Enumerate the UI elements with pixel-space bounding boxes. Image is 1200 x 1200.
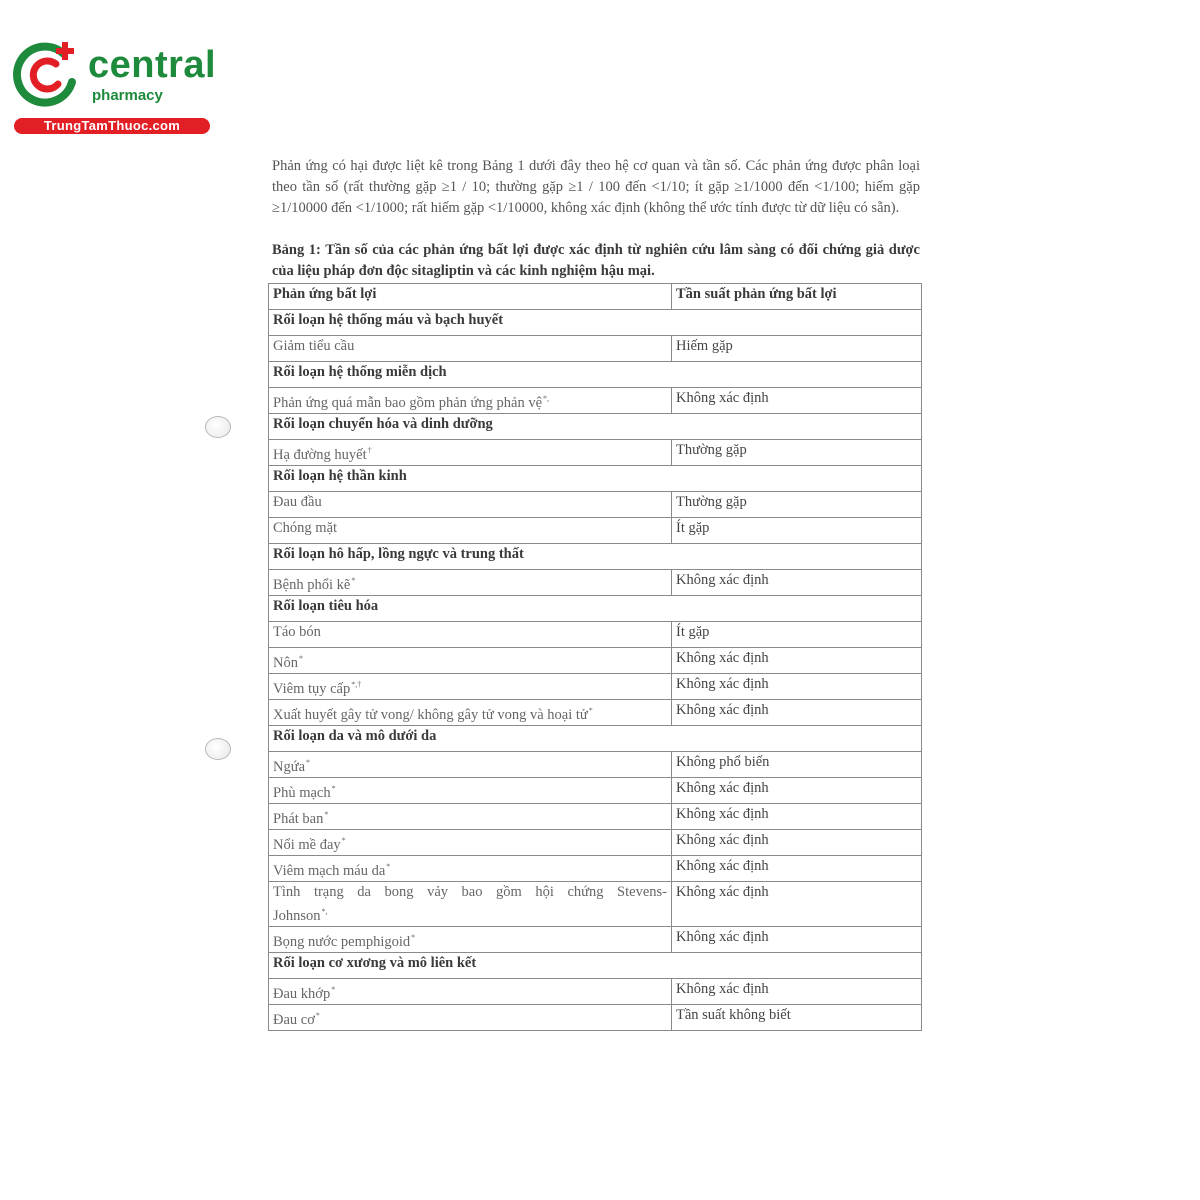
table-row	[269, 700, 922, 726]
reaction-cell	[269, 622, 672, 648]
binder-hole	[205, 738, 231, 760]
reaction-cell	[269, 336, 672, 362]
table-row	[269, 648, 922, 674]
frequency-cell: Thường gặp	[672, 440, 922, 466]
reaction-cell	[269, 804, 672, 830]
reaction-cell	[269, 388, 672, 414]
group-row	[269, 953, 922, 979]
frequency-cell: Không xác định	[672, 830, 922, 856]
group-row	[269, 362, 922, 388]
table-row	[269, 1005, 922, 1031]
frequency-cell: Không xác định	[672, 700, 922, 726]
reaction-text: Viêm mạch máu da	[273, 863, 386, 879]
table-row	[269, 979, 922, 1005]
reaction-cell	[269, 979, 672, 1005]
frequency-cell: Ít gặp	[672, 518, 922, 544]
frequency-cell: Thường gặp	[672, 492, 922, 518]
reaction-text: Ngứa	[273, 759, 306, 775]
reaction-cell	[269, 492, 672, 518]
binder-hole	[205, 416, 231, 438]
table-row	[269, 830, 922, 856]
reaction-cell	[269, 700, 672, 726]
frequency-cell: Hiếm gặp	[672, 336, 922, 362]
table-row	[269, 804, 922, 830]
reaction-text: Giảm tiểu cầu	[273, 338, 355, 354]
frequency-cell: Tần suất không biết	[672, 1005, 922, 1031]
footnote-mark: *	[298, 654, 303, 663]
reaction-text-line: Tình trạng da bong vảy bao gồm hội chứng Stevens-	[273, 884, 667, 900]
footnote-mark: *	[315, 1011, 320, 1020]
footnote-mark: *	[341, 836, 346, 845]
frequency-cell: Ít gặp	[672, 622, 922, 648]
reaction-text: Chóng mặt	[273, 520, 338, 536]
footnote-mark: *	[411, 933, 416, 942]
group-label: Rối loạn da và mô dưới da	[269, 726, 922, 752]
table-caption: Bảng 1: Tần số của các phản ứng bất lợi được xác định từ nghiên cứu lâm sàng có đối chứng giả dược của liệu pháp đơn độc sitagliptin và các kinh nghiệm hậu mại.	[272, 242, 920, 279]
footnote-mark: *,†	[351, 680, 362, 689]
group-row	[269, 310, 922, 336]
frequency-cell: Không xác định	[672, 778, 922, 804]
reaction-cell	[269, 674, 672, 700]
brand-subtitle: pharmacy	[92, 87, 163, 104]
frequency-cell: Không xác định	[672, 674, 922, 700]
group-label: Rối loạn tiêu hóa	[269, 596, 922, 622]
group-label: Rối loạn hệ thống miễn dịch	[269, 362, 922, 388]
reaction-text: Bệnh phổi kẽ	[273, 577, 351, 593]
group-row	[269, 544, 922, 570]
footnote-mark: *	[306, 758, 311, 767]
table-row	[269, 518, 922, 544]
group-label: Rối loạn chuyển hóa và dinh dưỡng	[269, 414, 922, 440]
reaction-text: Xuất huyết gây tử vong/ không gây tử vong và hoại tử	[273, 707, 588, 723]
frequency-cell: Không xác định	[672, 648, 922, 674]
reaction-text: Đau cơ	[273, 1012, 315, 1028]
central-logo-mark-icon	[12, 40, 82, 110]
reaction-text: Đau đầu	[273, 494, 322, 510]
group-row	[269, 414, 922, 440]
footnote-mark: *	[324, 810, 329, 819]
frequency-cell: Không xác định	[672, 388, 922, 414]
reaction-cell	[269, 440, 672, 466]
header-reaction: Phản ứng bất lợi	[269, 284, 672, 310]
reaction-text: Táo bón	[273, 624, 321, 640]
frequency-cell: Không xác định	[672, 570, 922, 596]
reaction-cell	[269, 778, 672, 804]
footnote-mark: *	[588, 706, 593, 715]
reaction-text: Nổi mề đay	[273, 837, 341, 853]
table-row	[269, 927, 922, 953]
intro-paragraph: Phản ứng có hại được liệt kê trong Bảng 1 dưới đây theo hệ cơ quan và tần số. Các phản ứng được phân loại theo tần số (rất thường gặp ≥1 / 10; thường gặp ≥1 / 100 đến <1/10; ít gặp ≥1/1000 đến <1/100; hiếm gặp ≥1/10000 đến <1/1000; rất hiếm gặp <1/10000, không xác định (không thể ước tính được từ dữ liệu có sẵn).	[272, 158, 920, 216]
brand-name: central	[88, 44, 217, 86]
table-row	[269, 674, 922, 700]
reaction-cell	[269, 882, 672, 927]
reaction-cell	[269, 752, 672, 778]
group-label: Rối loạn hô hấp, lồng ngực và trung thất	[269, 544, 922, 570]
table-row	[269, 752, 922, 778]
central-pharmacy-logo	[10, 38, 220, 138]
table-row	[269, 622, 922, 648]
table-row	[269, 778, 922, 804]
reaction-text: Viêm tụy cấp	[273, 681, 351, 697]
brand-url: TrungTamThuoc.com	[14, 118, 210, 134]
footnote-mark: *,	[321, 907, 328, 916]
reaction-cell	[269, 830, 672, 856]
frequency-cell: Không xác định	[672, 804, 922, 830]
group-row	[269, 726, 922, 752]
table-header-row	[269, 284, 922, 310]
adverse-reactions-table	[268, 283, 922, 1031]
reaction-text: Đau khớp	[273, 986, 331, 1002]
group-row	[269, 466, 922, 492]
footnote-mark: *	[351, 576, 356, 585]
reaction-cell	[269, 570, 672, 596]
reaction-text: Phát ban	[273, 811, 324, 827]
table-row	[269, 336, 922, 362]
table-row	[269, 388, 922, 414]
reaction-cell	[269, 927, 672, 953]
table-row	[269, 856, 922, 882]
frequency-cell: Không xác định	[672, 979, 922, 1005]
frequency-cell: Không xác định	[672, 856, 922, 882]
reaction-cell	[269, 856, 672, 882]
group-label: Rối loạn hệ thống máu và bạch huyết	[269, 310, 922, 336]
table-row	[269, 882, 922, 927]
reaction-text-line: Johnson	[273, 908, 321, 924]
reaction-text: Hạ đường huyết	[273, 447, 367, 463]
table-row	[269, 570, 922, 596]
reaction-text: Nôn	[273, 655, 298, 671]
footnote-mark: *	[386, 862, 391, 871]
footnote-mark: *	[331, 985, 336, 994]
group-label: Rối loạn hệ thần kinh	[269, 466, 922, 492]
frequency-cell: Không phổ biến	[672, 752, 922, 778]
reaction-text: Bọng nước pemphigoid	[273, 934, 411, 950]
header-frequency: Tần suất phản ứng bất lợi	[672, 284, 922, 310]
frequency-cell: Không xác định	[672, 927, 922, 953]
footnote-mark: †	[367, 446, 372, 455]
reaction-cell	[269, 648, 672, 674]
frequency-cell: Không xác định	[672, 882, 922, 927]
table-row	[269, 440, 922, 466]
group-label: Rối loạn cơ xương và mô liên kết	[269, 953, 922, 979]
footnote-mark: *,	[543, 394, 550, 403]
reaction-text: Phù mạch	[273, 785, 331, 801]
reaction-cell	[269, 1005, 672, 1031]
reaction-text: Phản ứng quá mẫn bao gồm phản ứng phản vệ	[273, 395, 543, 411]
table-row	[269, 492, 922, 518]
reaction-cell	[269, 518, 672, 544]
footnote-mark: *	[331, 784, 336, 793]
group-row	[269, 596, 922, 622]
